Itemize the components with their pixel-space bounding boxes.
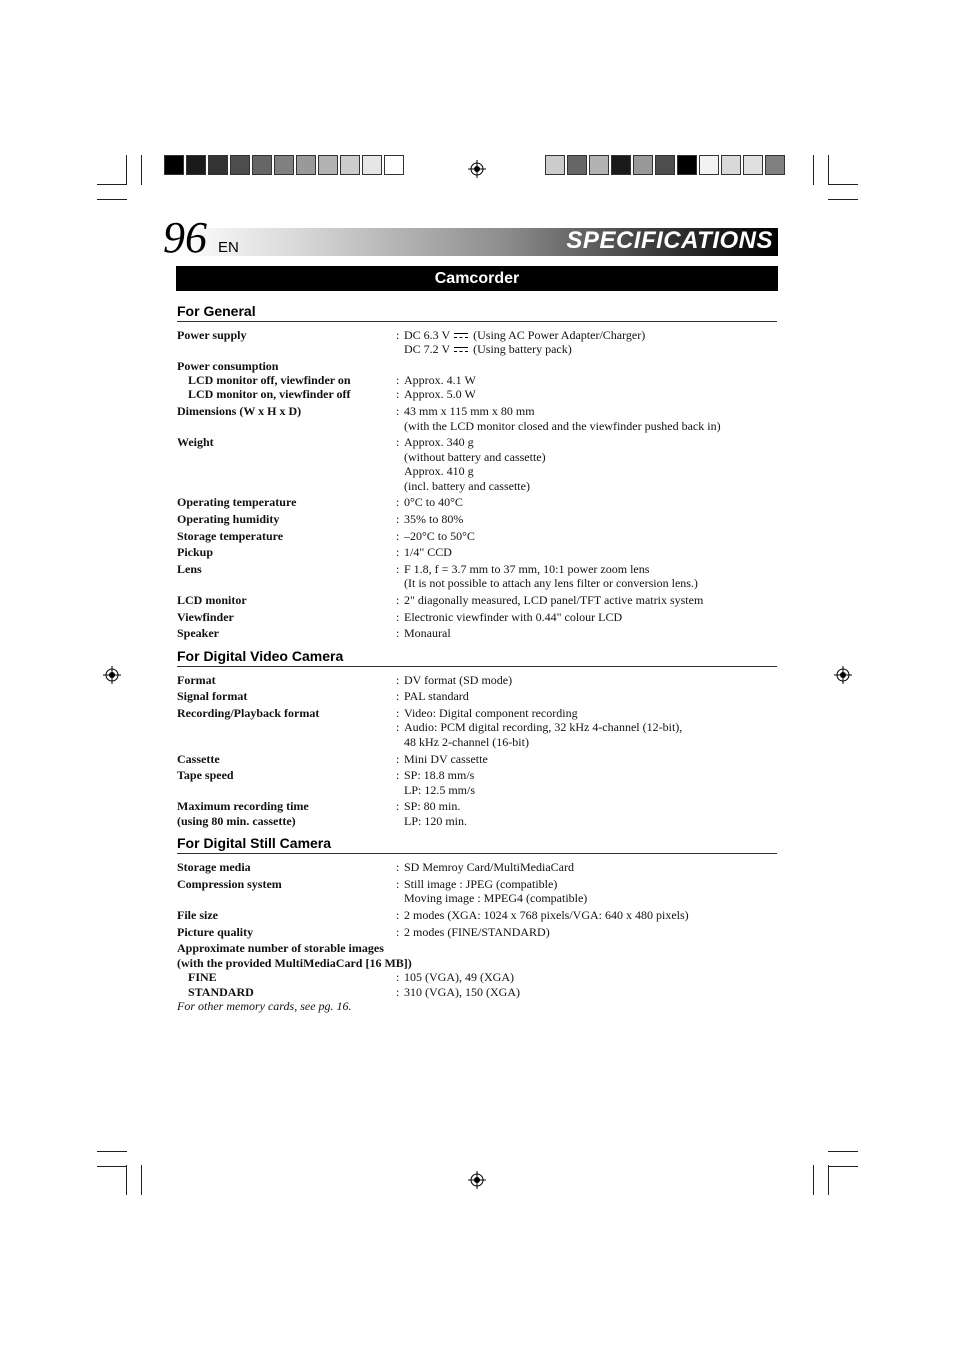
page-title: SPECIFICATIONS [566, 227, 773, 254]
spec-value: (It is not possible to attach any lens filter or conversion lens.) [404, 576, 698, 590]
colon: : [396, 387, 400, 401]
color-swatch [384, 155, 404, 175]
color-swatch [362, 155, 382, 175]
spec-value: Monaural [404, 626, 451, 640]
colon: : [396, 404, 400, 418]
crop-mark [828, 1151, 858, 1152]
crop-mark [828, 184, 858, 185]
footnote: For other memory cards, see pg. 16. [177, 999, 352, 1013]
spec-label: Approximate number of storable images [177, 941, 384, 955]
spec-label: Speaker [177, 626, 219, 640]
color-swatch [633, 155, 653, 175]
colon: : [396, 908, 400, 922]
spec-label: Compression system [177, 877, 282, 891]
spec-label: Viewfinder [177, 610, 234, 624]
section-heading-still: For Digital Still Camera [177, 835, 777, 854]
spec-value: Mini DV cassette [404, 752, 488, 766]
spec-value: DC 6.3 V (Using AC Power Adapter/Charger) [404, 328, 646, 342]
color-swatch [164, 155, 184, 175]
spec-label: Operating temperature [177, 495, 297, 509]
spec-value: Audio: PCM digital recording, 32 kHz 4-channel (12-bit), [404, 720, 683, 734]
colon: : [396, 985, 400, 999]
spec-sublabel: LCD monitor off, viewfinder on [188, 373, 351, 387]
color-swatch [699, 155, 719, 175]
spec-label: Pickup [177, 545, 214, 559]
color-swatch [611, 155, 631, 175]
colon: : [396, 925, 400, 939]
spec-label: (with the provided MultiMediaCard [16 MB]) [177, 956, 412, 970]
registration-mark-icon [834, 666, 852, 684]
color-swatch [765, 155, 785, 175]
colon: : [396, 562, 400, 576]
spec-value: Video: Digital component recording [404, 706, 578, 720]
language-code: EN [218, 239, 239, 256]
spec-label: Storage media [177, 860, 251, 874]
spec-label: Power consumption [177, 359, 279, 373]
colon: : [396, 512, 400, 526]
colon: : [396, 626, 400, 640]
spec-value: 2 modes (XGA: 1024 x 768 pixels/VGA: 640 x 480 pixels) [404, 908, 689, 922]
color-swatch [230, 155, 250, 175]
color-swatch [743, 155, 763, 175]
colon: : [396, 706, 400, 720]
spec-label: Picture quality [177, 925, 254, 939]
spec-value: (incl. battery and cassette) [404, 479, 530, 493]
spec-label: Lens [177, 562, 202, 576]
colon: : [396, 328, 400, 342]
spec-sublabel: LCD monitor on, viewfinder off [188, 387, 351, 401]
color-swatch [567, 155, 587, 175]
colon: : [396, 373, 400, 387]
spec-value: SP: 18.8 mm/s [404, 768, 475, 782]
color-swatch [186, 155, 206, 175]
crop-mark [126, 1165, 127, 1195]
spec-label: Dimensions (W x H x D) [177, 404, 302, 418]
colon: : [396, 689, 400, 703]
spec-label: Recording/Playback format [177, 706, 320, 720]
spec-value: 2" diagonally measured, LCD panel/TFT active matrix system [404, 593, 704, 607]
crop-mark [97, 1166, 127, 1167]
spec-value: Electronic viewfinder with 0.44" colour LCD [404, 610, 623, 624]
spec-value: 105 (VGA), 49 (XGA) [404, 970, 514, 984]
color-swatch [340, 155, 360, 175]
spec-value: 2 modes (FINE/STANDARD) [404, 925, 550, 939]
spec-sublabel: STANDARD [188, 985, 254, 999]
spec-value: SP: 80 min. [404, 799, 461, 813]
spec-label: Storage temperature [177, 529, 284, 543]
spec-value: Approx. 340 g [404, 435, 474, 449]
spec-value: Approx. 5.0 W [404, 387, 476, 401]
spec-value: 0°C to 40°C [404, 495, 463, 509]
colon: : [396, 768, 400, 782]
color-swatch [252, 155, 272, 175]
colon: : [396, 495, 400, 509]
crop-mark [828, 1166, 858, 1167]
colon: : [396, 673, 400, 687]
spec-value: 43 mm x 115 mm x 80 mm [404, 404, 535, 418]
page-number: 96 [163, 213, 207, 262]
spec-label: Weight [177, 435, 214, 449]
section-heading-video: For Digital Video Camera [177, 648, 777, 667]
spec-value: Moving image : MPEG4 (compatible) [404, 891, 588, 905]
crop-mark [813, 1165, 814, 1195]
spec-value: PAL standard [404, 689, 469, 703]
crop-mark [141, 1165, 142, 1195]
spec-sublabel: FINE [188, 970, 217, 984]
spec-value: LP: 12.5 mm/s [404, 783, 476, 797]
spec-label: Maximum recording time [177, 799, 309, 813]
colon: : [396, 720, 400, 734]
spec-label: Cassette [177, 752, 220, 766]
spec-value: 48 kHz 2-channel (16-bit) [404, 735, 529, 749]
colon: : [396, 610, 400, 624]
dc-symbol-icon [454, 347, 468, 353]
spec-value: –20°C to 50°C [404, 529, 475, 543]
spec-value: 1/4" CCD [404, 545, 452, 559]
spec-value: Approx. 410 g [404, 464, 474, 478]
spec-value: DC 7.2 V (Using battery pack) [404, 342, 572, 356]
color-swatch [208, 155, 228, 175]
colon: : [396, 877, 400, 891]
color-swatch [677, 155, 697, 175]
spec-label: Operating humidity [177, 512, 280, 526]
color-swatch [274, 155, 294, 175]
spec-value: Approx. 4.1 W [404, 373, 476, 387]
spec-label: LCD monitor [177, 593, 247, 607]
color-swatch [655, 155, 675, 175]
spec-value: LP: 120 min. [404, 814, 468, 828]
colon: : [396, 799, 400, 813]
crop-mark [828, 155, 829, 185]
spec-value: DV format (SD mode) [404, 673, 513, 687]
spec-value: F 1.8, f = 3.7 mm to 37 mm, 10:1 power zoom lens [404, 562, 650, 576]
spec-value: Still image : JPEG (compatible) [404, 877, 558, 891]
spec-label: Tape speed [177, 768, 234, 782]
colon: : [396, 435, 400, 449]
registration-mark-icon [103, 666, 121, 684]
spec-value: SD Memroy Card/MultiMediaCard [404, 860, 574, 874]
spec-label: Signal format [177, 689, 248, 703]
crop-mark [126, 155, 127, 185]
spec-value: (with the LCD monitor closed and the viewfinder pushed back in) [404, 419, 721, 433]
color-swatch [545, 155, 565, 175]
colon: : [396, 593, 400, 607]
colon: : [396, 529, 400, 543]
crop-mark [141, 155, 142, 185]
spec-label: File size [177, 908, 218, 922]
crop-mark [97, 184, 127, 185]
spec-label: (using 80 min. cassette) [177, 814, 296, 828]
colon: : [396, 970, 400, 984]
spec-label: Format [177, 673, 216, 687]
crop-mark [828, 1165, 829, 1195]
colon: : [396, 545, 400, 559]
color-swatch [589, 155, 609, 175]
crop-mark [828, 199, 858, 200]
spec-label: Power supply [177, 328, 247, 342]
spec-value: (without battery and cassette) [404, 450, 546, 464]
dc-symbol-icon [454, 333, 468, 339]
colon: : [396, 860, 400, 874]
color-swatch [296, 155, 316, 175]
crop-mark [97, 199, 127, 200]
section-heading-general: For General [177, 303, 777, 322]
color-swatch [318, 155, 338, 175]
crop-mark [813, 155, 814, 185]
registration-mark-icon [468, 1171, 486, 1189]
section-title-camcorder: Camcorder [176, 266, 778, 291]
spec-value: 310 (VGA), 150 (XGA) [404, 985, 520, 999]
registration-mark-icon [468, 160, 486, 178]
color-swatch [721, 155, 741, 175]
crop-mark [97, 1151, 127, 1152]
colon: : [396, 752, 400, 766]
spec-value: 35% to 80% [404, 512, 464, 526]
